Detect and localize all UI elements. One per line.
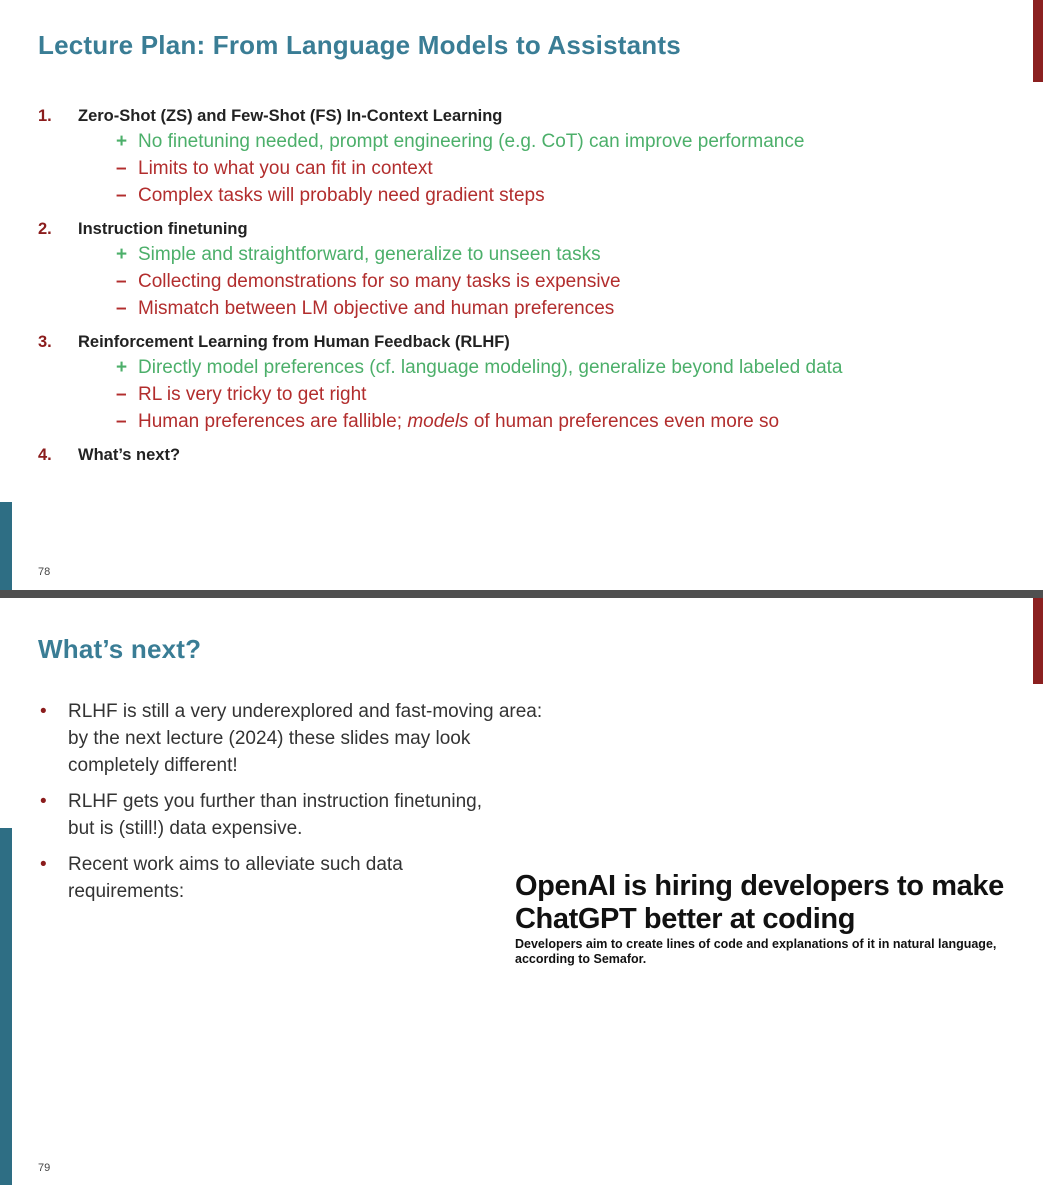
slide-divider — [0, 590, 1043, 598]
slide-79 — [0, 598, 1043, 1185]
plan-item-heading: Instruction finetuning — [78, 220, 248, 238]
plan-item — [38, 330, 1028, 435]
plan-item — [38, 217, 1028, 322]
news-subheadline: Developers aim to create lines of code and explanations of it in natural language, according to Semafor. — [515, 937, 997, 966]
con-bullet: – Complex tasks will probably need gradient steps — [116, 185, 545, 206]
plan-item-number: 2. — [38, 220, 52, 238]
teal-side-bar — [0, 828, 12, 1185]
bullet-dot-icon: • — [40, 701, 47, 722]
slide-78 — [0, 0, 1043, 590]
pro-bullet: + Directly model preferences (cf. language modeling), generalize beyond labeled data — [116, 357, 843, 378]
plan-item-number: 1. — [38, 107, 52, 125]
plan-item-heading: What’s next? — [78, 446, 181, 464]
plan-item-heading: Reinforcement Learning from Human Feedback (RLHF) — [78, 333, 510, 351]
bullet-dot-icon: • — [40, 791, 47, 812]
con-bullet: – RL is very tricky to get right — [116, 384, 367, 405]
plan-item-heading: Zero-Shot (ZS) and Few-Shot (FS) In-Context Learning — [78, 107, 503, 125]
pro-bullet: + Simple and straightforward, generalize to unseen tasks — [116, 244, 601, 265]
slide-title: Lecture Plan: From Language Models to Assistants — [38, 30, 681, 60]
red-corner-tab — [1033, 0, 1043, 82]
slide-title: What’s next? — [38, 634, 202, 664]
teal-side-bar — [0, 502, 12, 590]
list-item: • Recent work aims to alleviate such data requirements: — [38, 851, 508, 905]
bullet-list — [38, 698, 558, 914]
plan-item — [38, 104, 1028, 209]
lecture-plan-list — [38, 104, 1028, 475]
plan-item-number: 3. — [38, 333, 52, 351]
plan-item-number: 4. — [38, 446, 52, 464]
red-corner-tab — [1033, 598, 1043, 684]
con-bullet: – Limits to what you can fit in context — [116, 158, 433, 179]
news-headline: OpenAI is hiring developers to make ChatGPT better at coding — [515, 870, 1004, 935]
con-bullet: – Human preferences are fallible; models of human preferences even more so — [116, 411, 780, 432]
plan-item — [38, 443, 1028, 467]
list-item: • RLHF gets you further than instruction finetuning, but is (still!) data expensive. — [38, 788, 508, 842]
pro-bullet: + No finetuning needed, prompt engineering (e.g. CoT) can improve performance — [116, 131, 805, 152]
con-bullet: – Collecting demonstrations for so many tasks is expensive — [116, 271, 621, 292]
slide-number: 78 — [38, 566, 51, 578]
slide-number: 79 — [38, 1162, 51, 1174]
bullet-dot-icon: • — [40, 854, 47, 875]
list-item: • RLHF is still a very underexplored and fast-moving area: by the next lecture (2024) these slides may look completely different! — [38, 698, 558, 779]
con-bullet: – Mismatch between LM objective and human preferences — [116, 298, 615, 319]
